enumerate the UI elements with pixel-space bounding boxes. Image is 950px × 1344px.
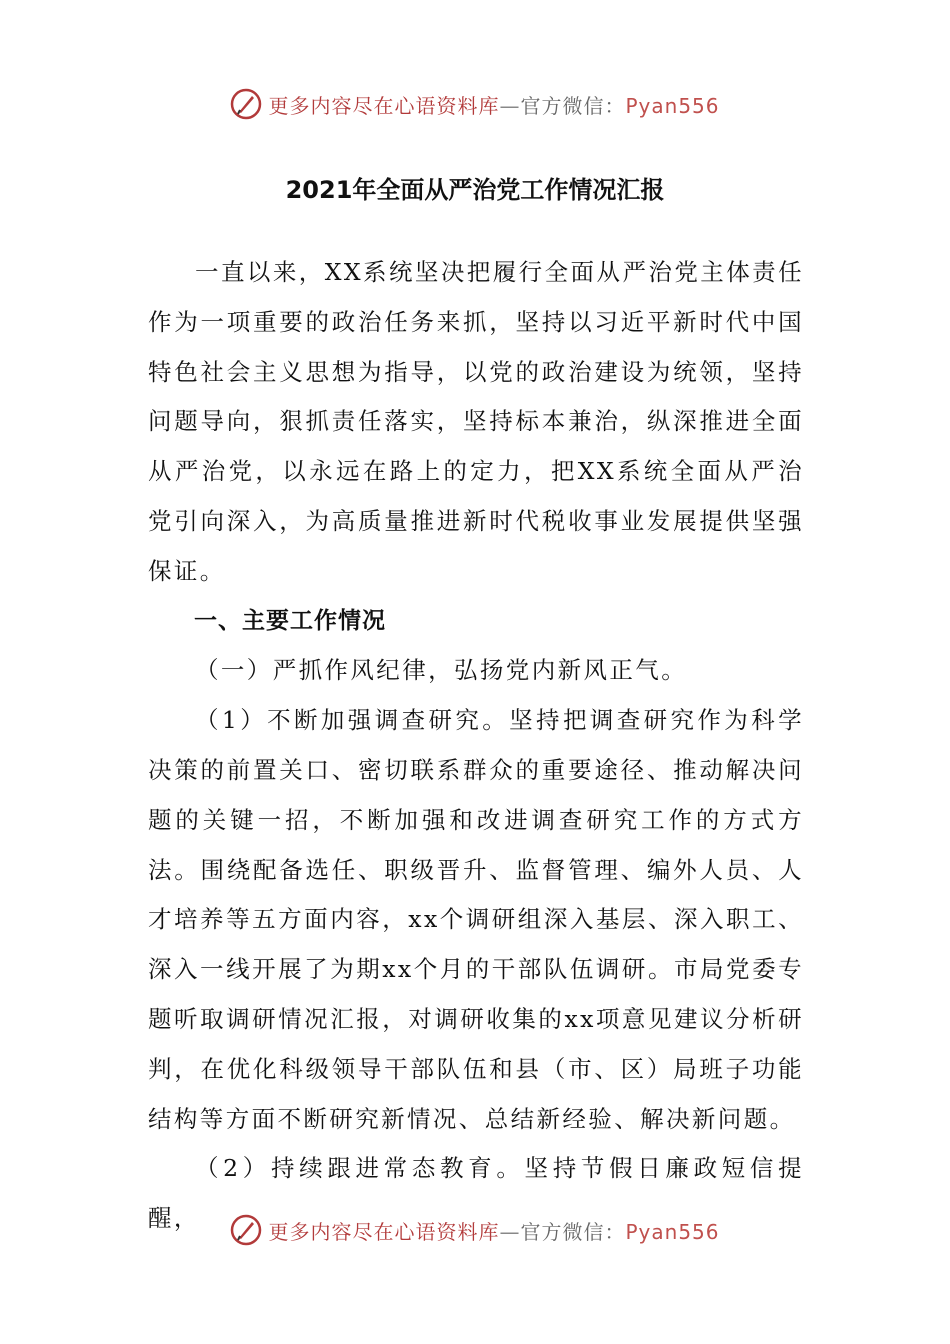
watermark-separator: —	[499, 1219, 521, 1244]
watermark-footer	[0, 1210, 950, 1250]
subsection-heading-discipline: （一）严抓作风纪律，弘扬党内新风正气。	[195, 656, 688, 685]
watermark-brand: 更多内容尽在心语资料库	[268, 93, 500, 118]
watermark-wechat-id: Pyan556	[625, 1219, 720, 1244]
quill-logo-icon	[230, 88, 262, 120]
intro-paragraph: 一直以来，XX系统坚决把履行全面从严治党主体责任作为一项重要的政治任务来抓，坚持以习近平新时代中国特色社会主义思想为指导，以党的政治建设为统领，坚持问题导向，狠抓责任落实，坚持标本兼治，纵深推进全面从严治党，以永远在路上的定力，把XX系统全面从严治党引向深入，为高质量推进新时代税收事业发展提供坚强保证。	[148, 258, 804, 585]
watermark-brand: 更多内容尽在心语资料库	[268, 1219, 500, 1244]
paragraph-education: （2）持续跟进常态教育。坚持节假日廉政短信提醒，	[148, 1154, 804, 1233]
paragraph-research: （1）不断加强调查研究。坚持把调查研究作为科学决策的前置关口、密切联系群众的重要途径、推动解决问题的关键一招，不断加强和改进调查研究工作的方式方法。围绕配备选任、职级晋升、监督管理、编外人员、人才培养等五方面内容，xx个调研组深入基层、深入职工、深入一线开展了为期xx个月的干部队伍调研。市局党委专题听取调研情况汇报，对调研收集的xx项意见建议分析研判，在优化科级领导干部队伍和县（市、区）局班子功能结构等方面不断研究新情况、总结新经验、解决新问题。	[148, 706, 804, 1133]
watermark-wechat-id: Pyan556	[625, 93, 720, 118]
quill-logo-icon	[230, 1214, 262, 1246]
document-body	[148, 248, 804, 1244]
document-title: 2021年全面从严治党工作情况汇报	[285, 176, 665, 204]
watermark-wechat-label: 官方微信：	[520, 1219, 626, 1244]
watermark-separator: —	[499, 93, 521, 118]
section-heading-main-work: 一、主要工作情况	[194, 607, 386, 634]
watermark-wechat-label: 官方微信：	[520, 93, 626, 118]
watermark-header	[0, 84, 950, 124]
